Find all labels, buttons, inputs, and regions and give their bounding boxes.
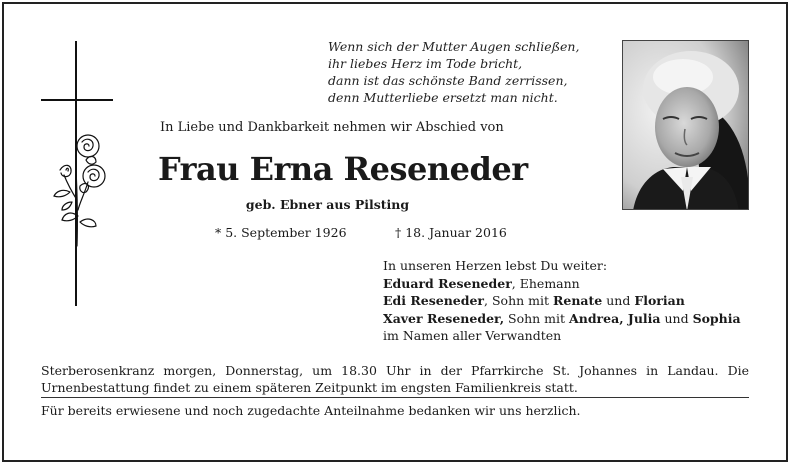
maiden-name: geb. Ebner aus Pilsting bbox=[245, 197, 410, 212]
thanks-text: Für bereits erwiesene und noch zugedachte Anteilnahme bedanken wir uns herzlich. bbox=[41, 403, 581, 418]
member-name: Andrea, Julia bbox=[569, 310, 661, 326]
poem-line: ihr liebes Herz im Tode bricht, bbox=[328, 56, 523, 71]
rose-icon bbox=[50, 130, 110, 248]
family-member-row bbox=[383, 310, 741, 328]
family-member-row bbox=[383, 292, 741, 310]
family-heading: In unseren Herzen lebst Du weiter: bbox=[383, 258, 608, 273]
member-relation: , Ehemann bbox=[511, 275, 580, 291]
member-name: Edi Reseneder bbox=[383, 293, 485, 308]
portrait-photo bbox=[622, 40, 749, 210]
member-name: Renate bbox=[553, 293, 603, 308]
member-relation: Sohn mit bbox=[504, 310, 570, 326]
member-relation: und bbox=[602, 293, 635, 308]
intro-text: In Liebe und Dankbarkeit nehmen wir Abschied von bbox=[160, 120, 504, 135]
member-name: Xaver Reseneder, bbox=[383, 310, 505, 326]
family-list bbox=[383, 257, 741, 345]
deceased-name: Frau Erna Reseneder bbox=[158, 150, 528, 188]
cross-bar bbox=[41, 99, 113, 101]
poem-line: denn Mutterliebe ersetzt man nicht. bbox=[328, 90, 558, 105]
funeral-notice: Sterberosenkranz morgen, Donnerstag, um 18.30 Uhr in der Pfarrkirche St. Johannes in Landau. Die Urnenbestattung findet zu einem späteren Zeitpunkt im engsten Familienkreis statt. bbox=[41, 363, 749, 395]
member-name: Sophia bbox=[692, 310, 741, 326]
divider-line bbox=[41, 397, 749, 398]
poem-line: dann ist das schönste Band zerrissen, bbox=[328, 73, 568, 88]
death-date: † 18. Januar 2016 bbox=[395, 225, 507, 240]
member-relation: und bbox=[660, 310, 693, 326]
family-closing: im Namen aller Verwandten bbox=[383, 328, 562, 343]
member-name: Florian bbox=[634, 293, 685, 308]
birth-date: * 5. September 1926 bbox=[215, 225, 347, 240]
member-relation: , Sohn mit bbox=[484, 293, 553, 308]
family-member-row bbox=[383, 275, 741, 293]
member-name: Eduard Reseneder bbox=[383, 275, 512, 291]
poem bbox=[328, 38, 579, 106]
poem-line: Wenn sich der Mutter Augen schließen, bbox=[328, 39, 580, 54]
